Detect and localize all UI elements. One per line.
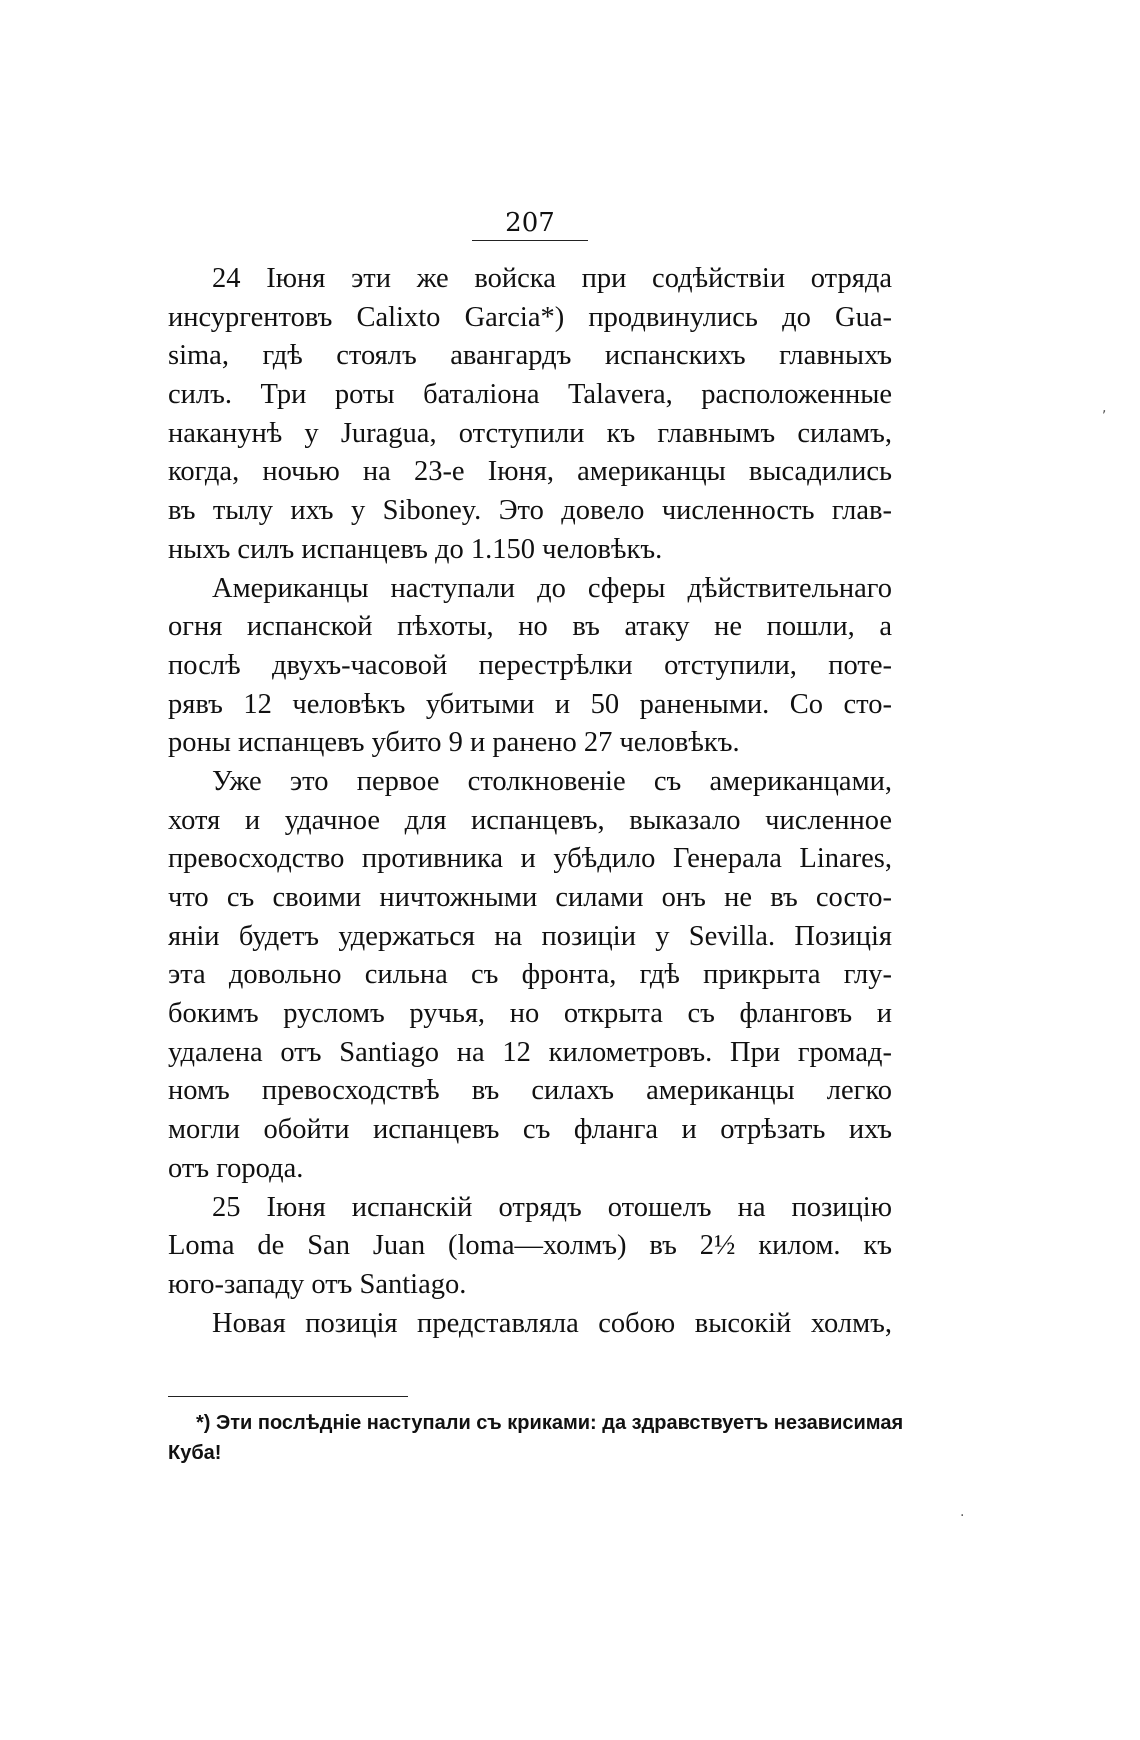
text-line: юго-западу отъ Santiago. (168, 1268, 467, 1300)
text-line: силъ. Три роты баталіона Talavera, расположенные (168, 379, 892, 411)
scan-speck: , (1102, 400, 1107, 416)
text-line: удалена отъ Santiago на 12 километровъ. При громад- (168, 1036, 892, 1068)
text-line: sima, гдѣ стоялъ авангардъ испанскихъ главныхъ (168, 340, 892, 372)
paragraph-4 (168, 1189, 892, 1305)
paragraph-1 (168, 260, 892, 570)
footnote-line: *) Эти послѣдніе наступали съ криками: да здравствуетъ независимая (196, 1412, 904, 1434)
text-line: 25 Іюня испанскій отрядъ отошелъ на позицію (212, 1191, 892, 1223)
paragraph-2 (168, 570, 892, 763)
paragraph-3 (168, 763, 892, 1189)
text-line: когда, ночью на 23-е Іюня, американцы высадились (168, 456, 892, 488)
text-line: инсургентовъ Calixto Garcia*) продвинулись до Gua- (168, 301, 892, 333)
page-number-rule (472, 240, 588, 241)
text-line: Новая позиція представляла собою высокій холмъ, (212, 1307, 892, 1339)
text-line: наканунѣ у Juragua, отступили къ главнымъ силамъ, (168, 417, 892, 449)
text-line: ныхъ силъ испанцевъ до 1.150 человѣкъ. (168, 533, 663, 565)
text-line: огня испанской пѣхоты, но въ атаку не пошли, а (168, 611, 892, 643)
text-line: Американцы наступали до сферы дѣйствительнаго (212, 572, 892, 604)
text-line: въ тылу ихъ у Siboney. Это довело численность глав- (168, 495, 892, 527)
text-line: хотя и удачное для испанцевъ, выказало численное (168, 804, 892, 836)
text-line: яніи будетъ удержаться на позиціи у Sevilla. Позиція (168, 920, 892, 952)
text-line: рявъ 12 человѣкъ убитыми и 50 ранеными. Со сто- (168, 688, 892, 720)
text-line: роны испанцевъ убито 9 и ранено 27 человѣкъ. (168, 727, 740, 759)
body-text (168, 260, 892, 1343)
text-line: эта довольно сильна съ фронта, гдѣ прикрыта глу- (168, 959, 892, 991)
paragraph-5 (168, 1305, 892, 1344)
text-line: послѣ двухъ-часовой перестрѣлки отступили, поте- (168, 649, 892, 681)
text-line: Уже это первое столкновеніе съ американцами, (212, 765, 892, 797)
text-line: отъ города. (168, 1152, 304, 1184)
footnote (168, 1408, 904, 1468)
footnote-rule (168, 1396, 408, 1397)
footnote-line: Куба! (168, 1442, 222, 1464)
text-line: 24 Іюня эти же войска при содѣйствіи отряда (212, 263, 892, 294)
text-line: что съ своими ничтожными силами онъ не въ состо- (168, 882, 892, 913)
text-line: бокимъ русломъ ручья, но открыта съ фланговъ и (168, 998, 892, 1030)
text-line: могли обойти испанцевъ съ фланга и отрѣзать ихъ (168, 1114, 892, 1146)
text-line: номъ превосходствѣ въ силахъ американцы легко (168, 1075, 892, 1107)
scan-speck: · (960, 1508, 965, 1524)
page-number: 207 (505, 208, 555, 238)
text-line: превосходство противника и убѣдило Генерала Linares, (168, 843, 892, 875)
text-line: Loma de San Juan (loma—холмъ) въ 2½ килом. къ (168, 1230, 892, 1262)
